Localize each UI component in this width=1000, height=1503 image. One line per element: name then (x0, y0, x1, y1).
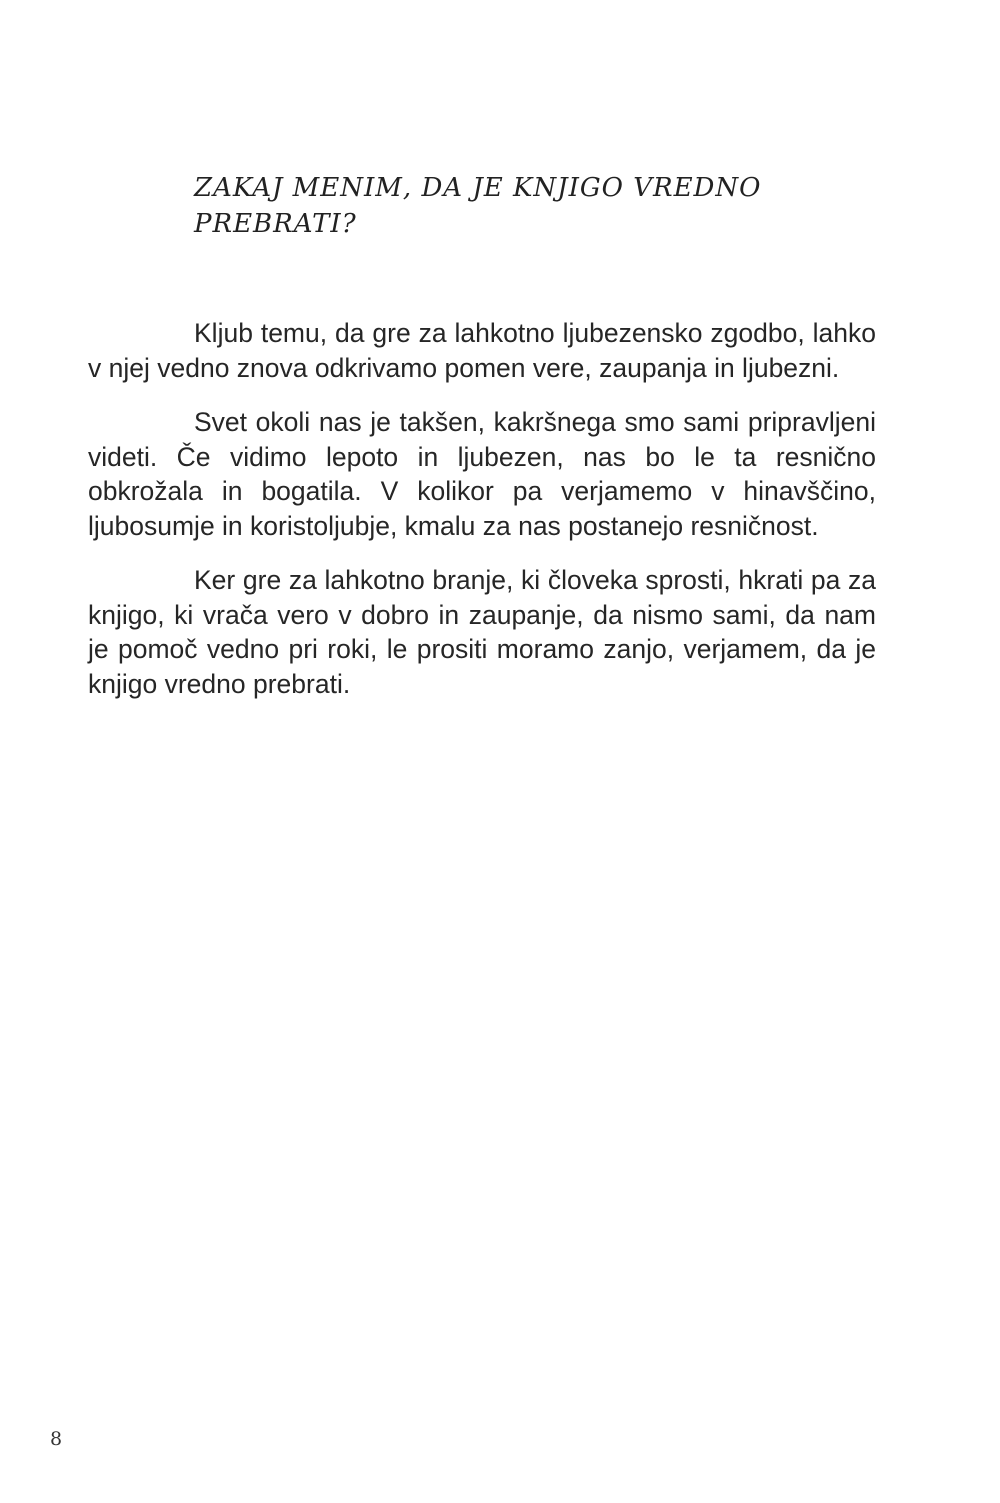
paragraph-2: Svet okoli nas je takšen, kakršnega smo sami pripravljeni videti. Če vidimo lepoto in ljubezen, nas bo le ta resnično obkrožala in bogatila. V kolikor pa verjamemo v hinavščino, ljubosumje in koristoljubje, kmalu za nas postanejo resničnost. (88, 407, 876, 541)
paragraph-3: Ker gre za lahkotno branje, ki človeka sprosti, hkrati pa za knjigo, ki vrača vero v dobro in zaupanje, da nismo sami, da nam je pomoč vedno pri roki, le prositi moramo zanjo, verjamem, da je knjigo vredno prebrati. (88, 565, 876, 699)
chapter-heading: ZAKAJ MENIM, DA JE KNJIGO VREDNO PREBRATI? (194, 173, 762, 239)
page-number: 8 (50, 1428, 63, 1450)
paragraph-1: Kljub temu, da gre za lahkotno ljubezensko zgodbo, lahko v njej vedno znova odkrivamo pomen vere, zaupanja in ljubezni. (88, 318, 876, 383)
body-text (88, 316, 876, 721)
